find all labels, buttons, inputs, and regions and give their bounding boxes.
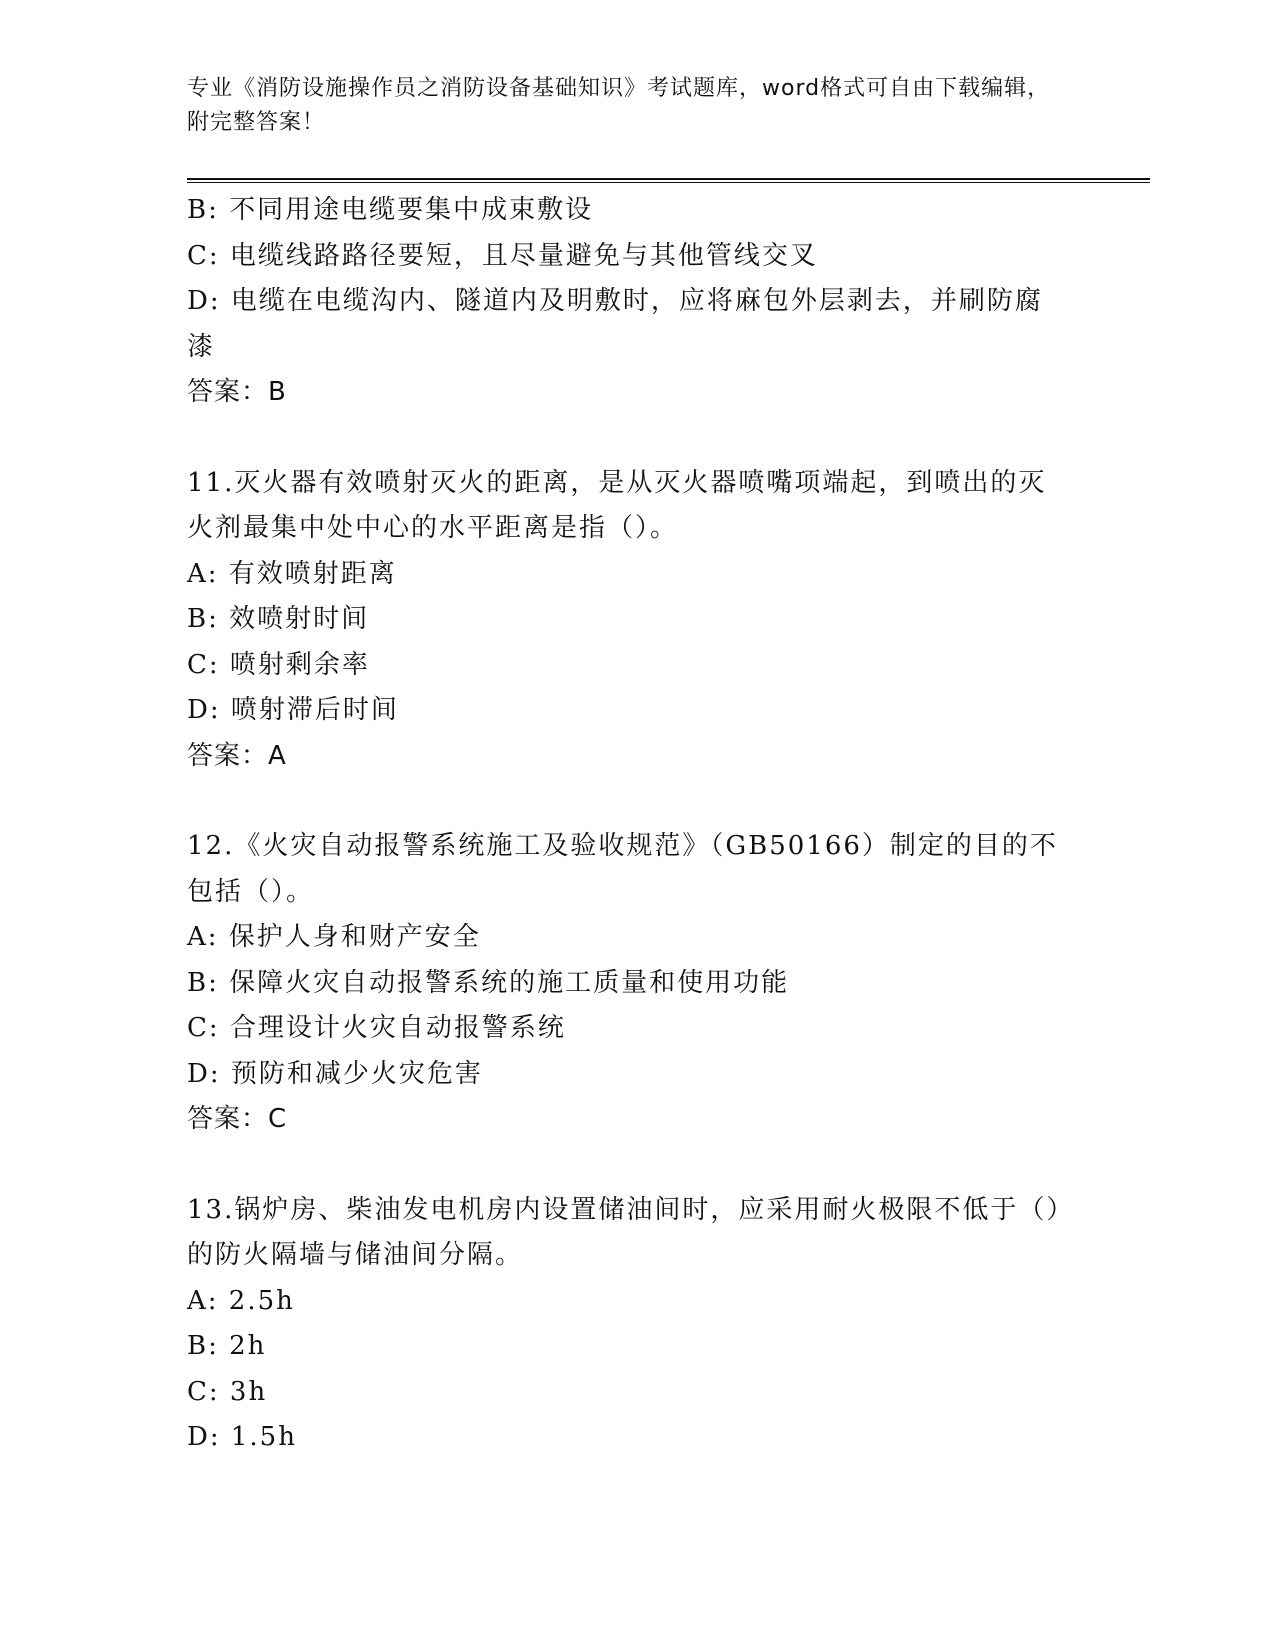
question-stem: 11.灭火器有效喷射灭火的距离，是从灭火器喷嘴项端起，到喷出的灭火剂最集中处中心的水平距离是指（）。 xyxy=(187,467,1047,543)
question-12 xyxy=(187,824,1067,1143)
spacer xyxy=(187,416,1067,461)
question-stem: 13.锅炉房、柴油发电机房内设置储油间时，应采用耐火极限不低于（）的防火隔墙与储油间分隔。 xyxy=(187,1194,1062,1270)
question-11 xyxy=(187,461,1067,780)
answer: 答案：B xyxy=(187,377,287,407)
option-d: D: 喷射滞后时间 xyxy=(187,695,399,725)
header-divider-thin xyxy=(187,182,1150,183)
question-stem: 12.《火灾自动报警系统施工及验收规范》（GB50166）制定的目的不包括（）。 xyxy=(187,831,1058,907)
answer: 答案：C xyxy=(187,1104,288,1134)
header-divider-thick xyxy=(187,178,1150,180)
spacer xyxy=(187,779,1067,824)
question-13 xyxy=(187,1188,1067,1461)
option-c: C: 电缆线路路径要短，且尽量避免与其他管线交叉 xyxy=(187,240,818,271)
question-10 xyxy=(187,188,1067,416)
option-b: B: 2h xyxy=(187,1331,267,1361)
option-c: C: 3h xyxy=(187,1376,268,1407)
option-a: A: 2.5h xyxy=(187,1285,295,1316)
option-a: A: 有效喷射距离 xyxy=(187,558,397,589)
question-list xyxy=(187,188,1067,1461)
option-d: D: 预防和减少火灾危害 xyxy=(187,1058,483,1089)
option-d: D: 1.5h xyxy=(187,1422,297,1452)
option-b: B: 保障火灾自动报警系统的施工质量和使用功能 xyxy=(187,967,790,998)
document-header xyxy=(187,72,1067,140)
spacer xyxy=(187,1143,1067,1188)
option-b: B: 不同用途电缆要集中成束敷设 xyxy=(187,195,594,225)
answer: 答案：A xyxy=(187,740,287,771)
option-a: A: 保护人身和财产安全 xyxy=(187,922,481,952)
option-c: C: 合理设计火灾自动报警系统 xyxy=(187,1013,566,1043)
option-d: D: 电缆在电缆沟内、隧道内及明敷时，应将麻包外层剥去，并刷防腐漆 xyxy=(187,286,1043,362)
header-text: 专业《消防设施操作员之消防设备基础知识》考试题库，word格式可自由下载编辑，附完整答案！ xyxy=(187,76,1051,135)
option-b: B: 效喷射时间 xyxy=(187,604,370,634)
option-c: C: 喷射剩余率 xyxy=(187,649,370,680)
